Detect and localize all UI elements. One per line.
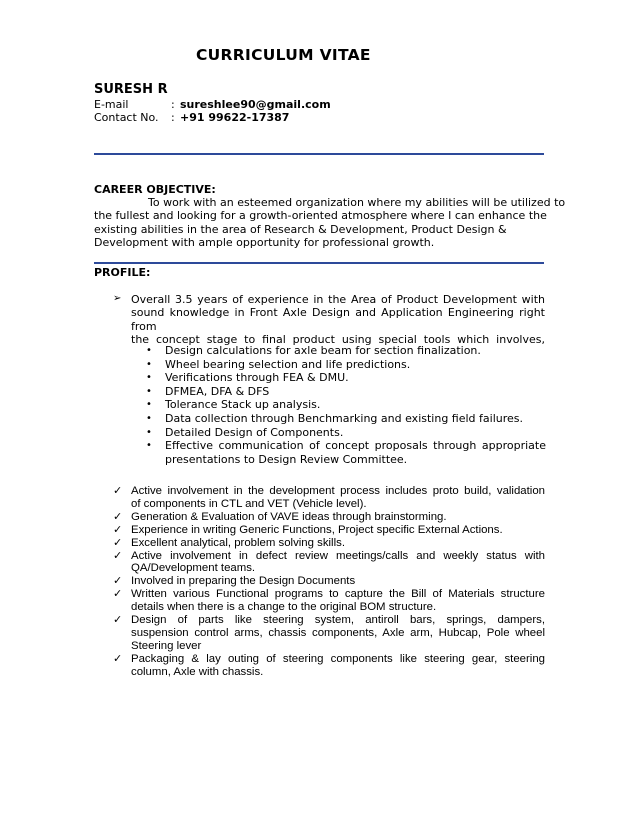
check-item-line: Steering lever bbox=[131, 639, 202, 652]
check-item-line: column, Axle with chassis. bbox=[131, 665, 264, 678]
check-item-line: Excellent analytical, problem solving skills. bbox=[131, 536, 345, 549]
email-label: E-mail bbox=[94, 98, 129, 111]
checkmark-icon: ✓ bbox=[113, 613, 123, 627]
check-item-line: Active involvement in defect review meetings/calls and weekly status with bbox=[131, 549, 545, 562]
list-item: • Design calculations for axle beam for section finalization. bbox=[146, 344, 481, 357]
bullet-icon: • bbox=[146, 440, 152, 452]
achievements-check-list bbox=[113, 485, 545, 679]
summary-line: Overall 3.5 years of experience in the Area of Product Development with bbox=[131, 293, 545, 306]
email-row bbox=[94, 98, 331, 111]
section-divider bbox=[94, 262, 544, 264]
list-item: • Effective communication of concept proposals through appropriate presentations to Design Review Committee. bbox=[146, 439, 546, 466]
checkmark-icon: ✓ bbox=[113, 484, 123, 497]
list-item: • Data collection through Benchmarking and existing field failures. bbox=[146, 411, 523, 425]
profile-summary-item bbox=[113, 293, 545, 347]
summary-line: sound knowledge in Front Axle Design and Application Engineering right from bbox=[131, 306, 545, 333]
summary-line: the concept stage to final product using special tools which involves, bbox=[131, 333, 545, 347]
check-item-line: details when there is a change to the original BOM structure. bbox=[131, 601, 437, 614]
checkmark-icon: ✓ bbox=[113, 574, 123, 588]
list-item bbox=[113, 588, 545, 614]
list-item bbox=[113, 537, 545, 550]
contact-label: Contact No. bbox=[94, 111, 159, 124]
list-item bbox=[113, 653, 545, 679]
objective-line: To work with an esteemed organization where my abilities will be utilized to bbox=[148, 196, 566, 209]
bullet-icon: • bbox=[146, 358, 152, 370]
check-item-line: Involved in preparing the Design Documents bbox=[131, 575, 356, 588]
list-item bbox=[113, 575, 545, 588]
list-item bbox=[113, 550, 545, 576]
arrow-bullet-icon: ➢ bbox=[113, 293, 122, 304]
check-item-line: suspension control arms, chassis components, Axle arm, Hubcap, Pole wheel bbox=[131, 626, 545, 639]
checkmark-icon: ✓ bbox=[113, 509, 123, 523]
list-item bbox=[113, 485, 545, 511]
contact-value: +91 99622-17387 bbox=[180, 111, 290, 124]
checkmark-icon: ✓ bbox=[113, 587, 123, 601]
list-item: • Wheel bearing selection and life predictions. bbox=[146, 357, 411, 371]
career-objective-text bbox=[94, 196, 566, 250]
contact-row bbox=[94, 111, 289, 124]
bullet-icon: • bbox=[146, 399, 152, 411]
email-separator: : bbox=[171, 98, 175, 111]
check-item-line: Generation & Evaluation of VAVE ideas through brainstorming. bbox=[131, 510, 447, 523]
list-item: • Detailed Design of Components. bbox=[146, 425, 344, 439]
bullet-icon: • bbox=[146, 412, 152, 424]
list-item bbox=[113, 614, 545, 653]
check-item-line: Packaging & lay outing of steering components like steering gear, steering bbox=[131, 652, 545, 665]
list-item: • Verifications through FEA & DMU. bbox=[146, 371, 349, 385]
list-item: • DFMEA, DFA & DFS bbox=[146, 384, 270, 398]
bullet-icon: • bbox=[146, 426, 152, 438]
check-item-line: Written various Functional programs to capture the Bill of Materials structure bbox=[131, 588, 545, 601]
objective-line: the fullest and looking for a growth-oriented atmosphere where I can enhance the bbox=[94, 209, 547, 223]
list-item bbox=[113, 524, 545, 537]
bullet-icon: • bbox=[146, 372, 152, 384]
candidate-name: SURESH R bbox=[94, 82, 168, 97]
list-item bbox=[113, 511, 545, 524]
profile-heading: PROFILE: bbox=[94, 266, 151, 279]
bullet-icon: • bbox=[146, 385, 152, 397]
check-item-line: Active involvement in the development process includes proto build, validation bbox=[131, 485, 545, 497]
profile-summary bbox=[131, 293, 545, 347]
contact-separator: : bbox=[171, 111, 175, 124]
checkmark-icon: ✓ bbox=[113, 548, 123, 562]
check-item-line: of components in CTL and VET (Vehicle level). bbox=[131, 497, 367, 510]
page-title: CURRICULUM VITAE bbox=[196, 46, 371, 64]
checkmark-icon: ✓ bbox=[113, 535, 123, 549]
checkmark-icon: ✓ bbox=[113, 651, 123, 665]
bullet-icon: • bbox=[146, 345, 152, 356]
check-item-line: QA/Development teams. bbox=[131, 562, 256, 575]
objective-line: Development with ample opportunity for professional growth. bbox=[94, 236, 435, 250]
check-item-line: Design of parts like steering system, antiroll bars, springs, dampers, bbox=[131, 614, 545, 627]
header-divider bbox=[94, 153, 544, 155]
list-item: • Tolerance Stack up analysis. bbox=[146, 398, 321, 412]
career-objective-heading: CAREER OBJECTIVE: bbox=[94, 183, 216, 196]
check-item-line: Experience in writing Generic Functions, Project specific External Actions. bbox=[131, 523, 503, 536]
email-value: sureshlee90@gmail.com bbox=[180, 98, 331, 111]
checkmark-icon: ✓ bbox=[113, 522, 123, 536]
skills-bullet-list bbox=[146, 344, 546, 466]
objective-line: existing abilities in the area of Research & Development, Product Design & bbox=[94, 222, 507, 236]
